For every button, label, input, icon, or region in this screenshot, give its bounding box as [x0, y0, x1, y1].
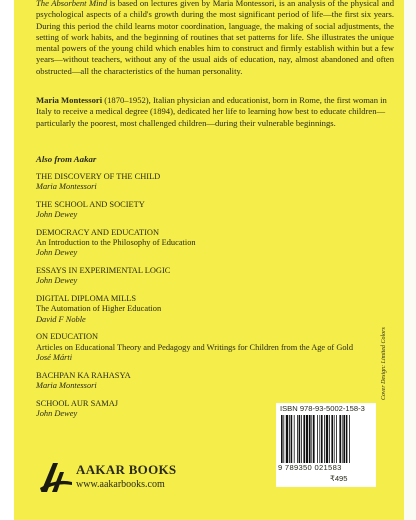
list-item [36, 266, 366, 286]
barcode-panel [276, 403, 376, 487]
cover-design-credit: Cover Design: Limited Colors [381, 327, 387, 400]
book-list-author: José Márti [36, 352, 73, 362]
aakar-logo-icon [38, 460, 74, 494]
book-list-author: Maria Montessori [36, 380, 97, 390]
barcode-icon [280, 415, 372, 463]
book-list-title: DEMOCRACY AND EDUCATION [36, 228, 159, 237]
book-list-title: DIGITAL DIPLOMA MILLS [36, 294, 136, 304]
book-list [36, 172, 366, 427]
book-list-subtitle: An Introduction to the Philosophy of Education [36, 238, 196, 248]
book-list-author: John Dewey [36, 248, 78, 258]
list-item [36, 332, 366, 363]
book-list-title: SCHOOL AUR SAMAJ [36, 398, 119, 408]
back-cover [14, 0, 404, 520]
list-item [36, 371, 366, 391]
book-list-title: ESSAYS IN EXPERIMENTAL LOGIC [36, 266, 171, 276]
author-name: Maria Montessori [36, 95, 103, 105]
list-item [36, 294, 366, 325]
page-edge [404, 0, 416, 520]
book-list-title: BACHPAN KA RAHASYA [36, 370, 131, 380]
book-title: The Absorbent Mind [36, 0, 108, 8]
book-description [36, 0, 394, 77]
book-list-title: THE DISCOVERY OF THE CHILD [36, 172, 161, 181]
publisher-name: AAKAR BOOKS [76, 462, 177, 477]
list-item [36, 228, 366, 259]
list-item [36, 172, 366, 192]
book-list-author: John Dewey [36, 276, 78, 286]
book-list-author: Maria Montessori [36, 182, 97, 192]
author-bio [36, 95, 394, 129]
description-text: is based on lectures given by Maria Montessori, is an analysis of the physical and psychological aspects of a child's growth during the most significant period of life—the first six years. During this period the child learns motor coordination, language, the making of social adjustments, the setting of work habits, and the beginning of routines that set patterns for life. She illustrates the unique mental powers of the young child which enables him to construct and firmly establish within but a few years—without teachers, without any of the usual aids of education, nay, almost abandoned and often obstructed—all the characteristics of the human personality. [36, 0, 394, 76]
also-from-heading: Also from Aakar [36, 154, 97, 164]
book-list-title: THE SCHOOL AND SOCIETY [36, 200, 145, 209]
book-list-subtitle: The Automation of Higher Education [36, 304, 162, 314]
book-list-subtitle: Articles on Educational Theory and Pedagogy and Writings for Children from the Age of Gold [36, 342, 354, 352]
price: ₹495 [330, 474, 348, 483]
book-list-author: David F Noble [36, 314, 86, 324]
book-list-author: John Dewey [36, 210, 78, 220]
list-item [36, 200, 366, 220]
publisher-website: www.aakarbooks.com [76, 479, 165, 490]
bio-text: (1870–1952), Italian physician and educationist, born in Rome, the first woman in Italy to receive a medical degree (1894), dedicated her life to learning how best to educate children—particularly the poorest, most challenged children—during their vulnerable beginnings. [36, 95, 387, 128]
book-list-title: ON EDUCATION [36, 332, 99, 342]
barcode-number: 9 789350 021583 [278, 463, 342, 472]
isbn-text: ISBN 978-93-5002-158-3 [280, 404, 365, 413]
book-list-author: John Dewey [36, 408, 78, 418]
